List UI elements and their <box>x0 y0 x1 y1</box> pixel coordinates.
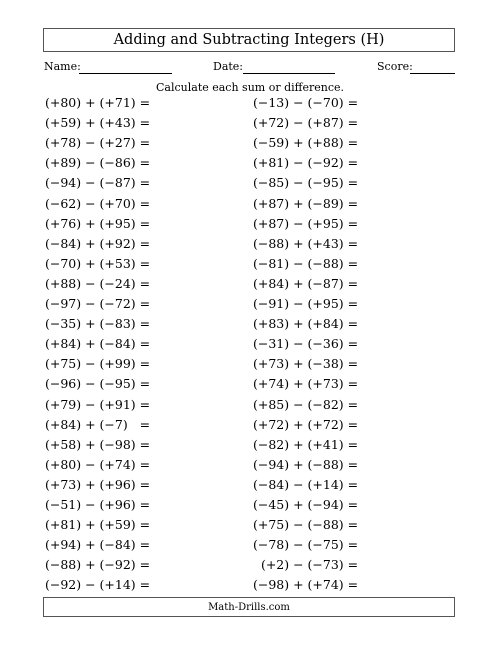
problem-left-13: (+84) + (−84) = <box>45 336 151 352</box>
date-label: Date: <box>213 60 244 73</box>
problem-right-25: (−98) + (+74) = <box>253 577 359 593</box>
problem-left-17: (+84) + (−7) = <box>45 416 151 432</box>
problem-left-14: (+75) − (+99) = <box>45 356 151 372</box>
date-blank-line[interactable] <box>243 73 335 74</box>
problem-left-22: (+81) + (+59) = <box>45 517 151 533</box>
problem-left-8: (−84) + (+92) = <box>45 235 151 251</box>
worksheet-title-text: Adding and Subtracting Integers (H) <box>113 32 385 48</box>
name-blank-line[interactable] <box>79 73 172 74</box>
problem-right-17: (+72) + (+72) = <box>253 416 359 432</box>
problem-right-2: (+72) − (+87) = <box>253 115 359 131</box>
problem-right-4: (+81) − (−92) = <box>253 155 359 171</box>
problem-right-11: (−91) − (+95) = <box>253 296 359 311</box>
problem-left-24: (−88) + (−92) = <box>45 557 151 573</box>
problem-left-2: (+59) + (+43) = <box>45 115 151 131</box>
problem-right-5: (−85) − (−95) = <box>253 175 359 191</box>
footer <box>43 597 455 617</box>
worksheet-title <box>43 28 455 52</box>
problem-right-7: (+87) − (+95) = <box>253 215 359 231</box>
problem-right-22: (+75) − (−88) = <box>253 517 359 533</box>
problem-left-12: (−35) + (−83) = <box>45 316 151 332</box>
instructions: Calculate each sum or difference. <box>156 81 344 94</box>
problem-left-15: (−96) − (−95) = <box>45 376 151 392</box>
problem-right-24: (+2) − (−73) = <box>253 557 359 573</box>
problem-left-6: (−62) − (+70) = <box>45 195 151 211</box>
problem-right-6: (+87) + (−89) = <box>253 195 359 211</box>
problem-right-9: (−81) − (−88) = <box>253 255 359 271</box>
problem-right-12: (+83) + (+84) = <box>253 316 359 332</box>
score-label: Score: <box>377 60 413 73</box>
problem-right-16: (+85) − (−82) = <box>253 396 359 412</box>
problem-left-4: (+89) − (−86) = <box>45 155 151 171</box>
problem-right-13: (−31) − (−36) = <box>253 336 359 352</box>
score-blank-line[interactable] <box>410 73 455 74</box>
problem-left-25: (−92) − (+14) = <box>45 577 151 593</box>
problem-left-10: (+88) − (−24) = <box>45 275 151 291</box>
problem-right-14: (+73) + (−38) = <box>253 356 359 372</box>
problem-left-19: (+80) − (+74) = <box>45 456 151 472</box>
problem-left-23: (+94) + (−84) = <box>45 537 151 553</box>
problem-right-15: (+74) + (+73) = <box>253 376 359 392</box>
problem-left-3: (+78) − (+27) = <box>45 135 151 151</box>
problem-right-1: (−13) − (−70) = <box>253 95 359 110</box>
problem-left-1: (+80) + (+71) = <box>45 95 151 110</box>
problem-right-8: (−88) + (+43) = <box>253 235 359 251</box>
problem-right-18: (−82) + (+41) = <box>253 436 359 452</box>
problem-right-20: (−84) − (+14) = <box>253 476 359 492</box>
problem-left-20: (+73) + (+96) = <box>45 476 151 492</box>
problem-left-16: (+79) − (+91) = <box>45 396 151 412</box>
problem-right-10: (+84) + (−87) = <box>253 275 359 291</box>
problem-left-9: (−70) + (+53) = <box>45 255 151 271</box>
student-info-row <box>43 58 457 76</box>
problem-left-21: (−51) − (+96) = <box>45 497 151 512</box>
problem-left-18: (+58) + (−98) = <box>45 436 151 452</box>
problem-left-7: (+76) + (+95) = <box>45 215 151 231</box>
problem-right-19: (−94) + (−88) = <box>253 456 359 472</box>
problem-left-11: (−97) − (−72) = <box>45 296 151 311</box>
problem-right-3: (−59) + (+88) = <box>253 135 359 151</box>
problem-right-23: (−78) − (−75) = <box>253 537 359 553</box>
name-label: Name: <box>44 60 81 73</box>
problem-right-21: (−45) + (−94) = <box>253 497 359 512</box>
footer-text: Math-Drills.com <box>208 601 290 613</box>
problem-left-5: (−94) − (−87) = <box>45 175 151 191</box>
